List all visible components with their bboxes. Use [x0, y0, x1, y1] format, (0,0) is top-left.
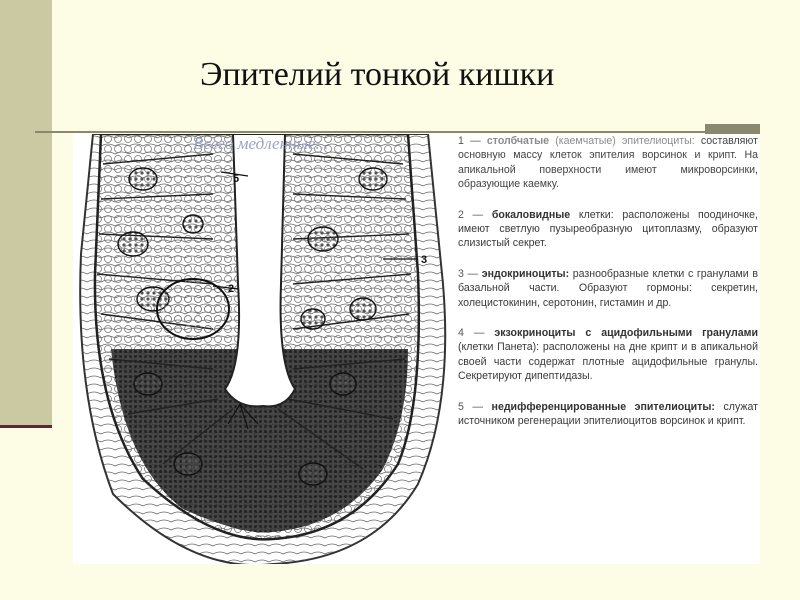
- faded-heading: Всего медленные...: [193, 134, 329, 153]
- legend-number: 3 —: [458, 267, 479, 280]
- legend-desc: (клетки Панета): расположены на дне крипт и в апикальной своей части содержат плотные ацидофильные гранулы. Секретируют дипептидазы.: [458, 341, 758, 383]
- cell-legend: [458, 134, 758, 445]
- legend-desc: служат источником регенерации эпителиоцитов ворсинок и крипт.: [458, 400, 758, 428]
- legend-term: экзокриноциты с ацидофильными гранулами: [494, 327, 758, 340]
- title-divider-accent: [705, 124, 760, 134]
- callout-4: 4: [236, 387, 243, 399]
- callout-5: 5: [233, 173, 240, 185]
- callout-3: 3: [421, 254, 428, 266]
- legend-term: эндокриноциты:: [481, 267, 570, 280]
- goblet-cell: [157, 279, 229, 339]
- crypt-diagram: [73, 134, 458, 564]
- legend-item-4: [458, 326, 758, 384]
- legend-term: недифференцированные эпителиоциты:: [491, 400, 715, 413]
- side-accent-bar: [0, 0, 52, 425]
- legend-item-1: [458, 134, 758, 192]
- callout-2: 2: [228, 283, 235, 295]
- title-divider: [35, 131, 760, 133]
- crypt-figure: [73, 134, 760, 564]
- legend-desc: составляют основную массу клеток эпителия ворсинок и крипт. На апикальной поверхности имеют микроворсинки, образующие каемку.: [458, 135, 758, 191]
- side-accent-line: [0, 425, 52, 428]
- legend-number: 4 —: [458, 327, 485, 340]
- legend-desc-first: (каемчатые) эпителиоциты:: [549, 135, 695, 147]
- slide-title: Эпителий тонкой кишки: [200, 56, 555, 93]
- legend-number: 1 —: [458, 135, 481, 147]
- legend-desc: клетки: расположены поодиночке, имеют светлую пузыреобразную цитоплазму, образуют слизистый секрет.: [458, 208, 758, 250]
- legend-number: 2 —: [458, 208, 484, 221]
- legend-item-2: [458, 208, 758, 251]
- legend-term: столбчатые: [486, 135, 550, 147]
- legend-desc: разнообразные клетки с гранулами в базальной части. Образуют гормоны: секретин, холецистокинин, серотонин, гистамин и др.: [458, 267, 758, 309]
- legend-item-5: [458, 400, 758, 429]
- legend-number: 5 —: [458, 400, 484, 413]
- legend-item-3: [458, 267, 758, 310]
- legend-term: бокаловидные: [491, 208, 571, 221]
